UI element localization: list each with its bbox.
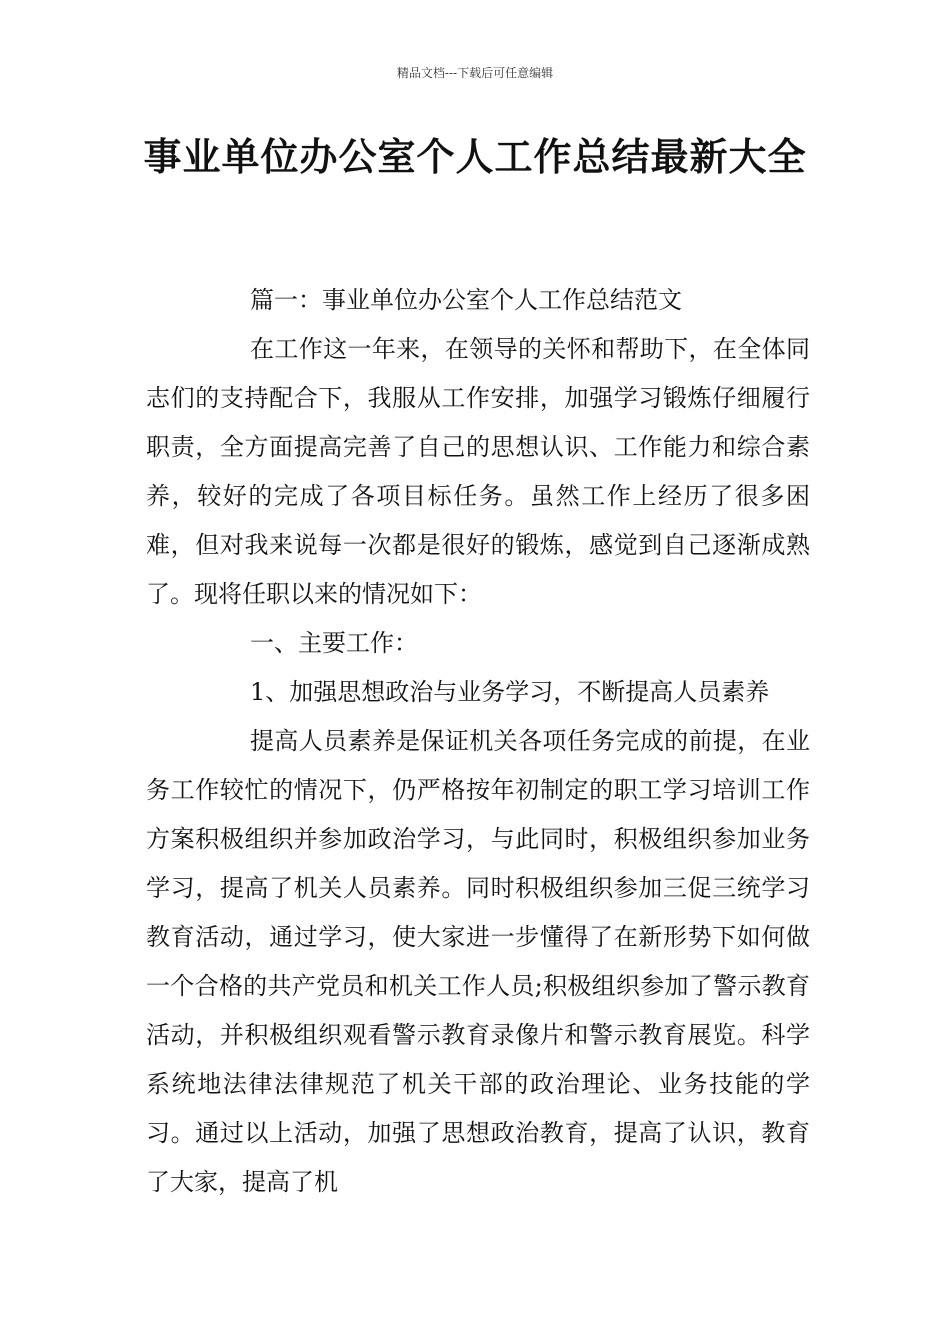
section-heading: 篇一：事业单位办公室个人工作总结范文 xyxy=(250,286,682,314)
paragraph: 在工作这一年来，在领导的关怀和帮助下，在全体同志们的支持配合下，我服从工作安排，加强学习锻炼仔细履行职责，全方面提高完善了自己的思想认识、工作能力和综合素养，较好的完成了各项目标任务。虽然工作上经历了很多困难，但对我来说每一次都是很好的锻炼，感觉到自己逐渐成熟了。现将任职以来的情况如下： xyxy=(146,335,810,608)
header-note: 精品文档---下载后可任意编辑 xyxy=(396,66,554,80)
document-body xyxy=(146,276,810,1207)
subsection-heading: 一、主要工作： xyxy=(250,629,418,657)
item-heading: 1、加强思想政治与业务学习，不断提高人员素养 xyxy=(250,678,770,706)
paragraph: 提高人员素养是保证机关各项任务完成的前提，在业务工作较忙的情况下，仍严格按年初制定的职工学习培训工作方案积极组织并参加政治学习，与此同时，积极组织参加业务学习，提高了机关人员素养。同时积极组织参加三促三统学习教育活动，通过学习，使大家进一步懂得了在新形势下如何做一个合格的共产党员和机关工作人员;积极组织参加了警示教育活动，并积极组织观看警示教育录像片和警示教育展览。科学系统地法律法律规范了机关干部的政治理论、业务技能的学习。通过以上活动，加强了思想政治教育，提高了认识，教育了大家，提高了机 xyxy=(146,727,810,1196)
document-title: 事业单位办公室个人工作总结最新大全 xyxy=(143,135,807,179)
